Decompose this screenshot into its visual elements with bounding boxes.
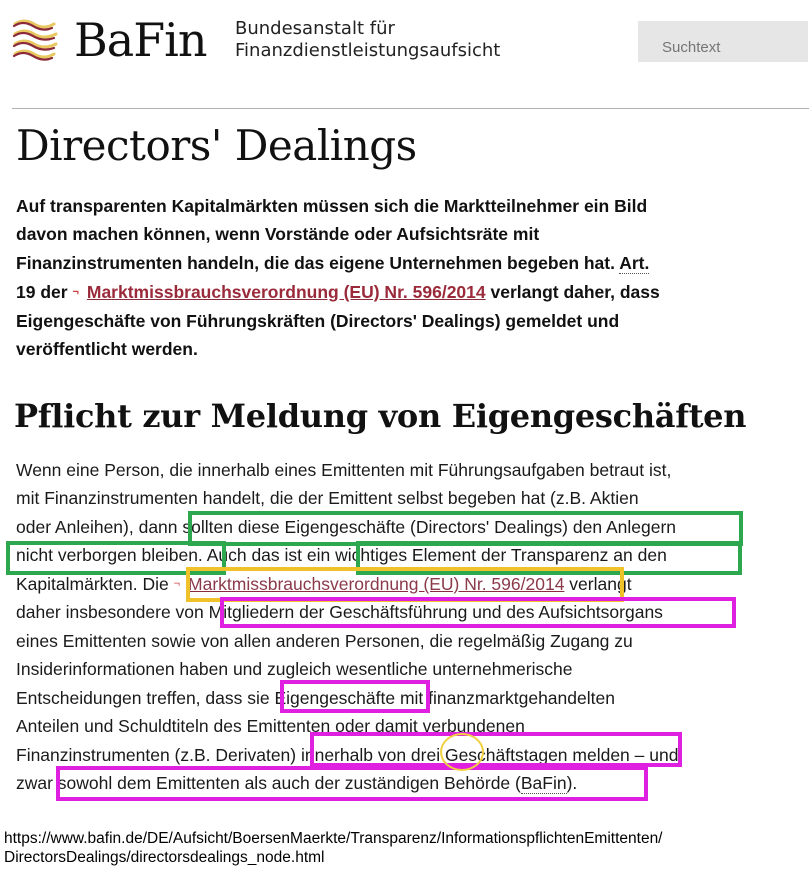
external-link-icon: ¬ bbox=[173, 578, 181, 590]
page-title: Directors' Dealings bbox=[16, 121, 417, 170]
body-line-3: oder Anleihen), dann sollten diese Eigengeschäfte (Directors' Dealings) den Anlegern bbox=[16, 517, 677, 537]
lead-line-4 bbox=[16, 278, 756, 306]
tagline-line-1: Bundesanstalt für bbox=[235, 18, 395, 39]
mar-regulation-link[interactable]: Marktmissbrauchsverordnung (EU) Nr. 596/2014 bbox=[86, 282, 486, 302]
lead-line-1: Auf transparenten Kapitalmärkten müssen sich die Marktteilnehmer ein Bild bbox=[16, 196, 648, 216]
url-line-2: DirectorsDealings/directorsdealings_node.html bbox=[4, 849, 325, 866]
body-line-8: Insiderinformationen haben und zugleich wesentliche unternehmerische bbox=[16, 659, 573, 679]
url-line-1: https://www.bafin.de/DE/Aufsicht/BoersenMaerkte/Transparenz/InformationspflichtenEmittenten/ bbox=[4, 830, 663, 847]
body-line-6: daher insbesondere von Mitgliedern der Geschäftsführung und des Aufsichtsorgans bbox=[16, 602, 663, 622]
body-text: ). bbox=[566, 773, 578, 793]
mar-regulation-link-2[interactable]: Marktmissbrauchsverordnung (EU) Nr. 596/2014 bbox=[188, 574, 565, 594]
body-line-10: Anteilen und Schuldtiteln des Emittenten oder damit verbundenen bbox=[16, 716, 525, 736]
search-input[interactable] bbox=[638, 21, 808, 62]
agency-tagline bbox=[235, 18, 500, 62]
body-line-11: Finanzinstrumenten (z.B. Derivaten) innerhalb von drei Geschäftstagen melden – und bbox=[16, 745, 679, 765]
lead-line-2: davon machen können, wenn Vorstände oder Aufsichtsräte mit bbox=[16, 224, 540, 244]
lead-text: Finanzinstrumenten handeln, die das eigene Unternehmen begeben hat. bbox=[16, 253, 620, 273]
body-text: zwar sowohl dem Emittenten als auch der zuständigen Behörde ( bbox=[16, 773, 521, 793]
lead-text: verlangt daher, dass bbox=[485, 282, 660, 302]
brand-name[interactable]: BaFin bbox=[74, 13, 207, 67]
tagline-line-2: Finanzdienstleistungsaufsicht bbox=[235, 40, 501, 61]
body-line-5 bbox=[16, 570, 632, 598]
body-line-12 bbox=[16, 769, 577, 797]
source-url[interactable] bbox=[4, 829, 663, 867]
abbr-bafin[interactable]: BaFin bbox=[520, 773, 567, 793]
lead-line-3 bbox=[16, 249, 756, 277]
external-link-icon: ¬ bbox=[72, 286, 79, 298]
body-text: Kapitalmärkten. Die bbox=[16, 574, 174, 594]
header-divider bbox=[12, 108, 809, 109]
abbr-art[interactable]: Art. bbox=[619, 253, 650, 273]
body-line-2: mit Finanzinstrumenten handelt, die der Emittent selbst begeben hat (z.B. Aktien bbox=[16, 488, 639, 508]
body-line-7: eines Emittenten sowie von allen anderen Personen, die regelmäßig Zugang zu bbox=[16, 631, 633, 651]
lead-line-6: veröffentlicht werden. bbox=[16, 339, 198, 359]
body-line-9: Entscheidungen treffen, dass sie Eigengeschäfte mit finanzmarktgehandelten bbox=[16, 688, 615, 708]
lead-line-5: Eigengeschäfte von Führungskräften (Directors' Dealings) gemeldet und bbox=[16, 311, 620, 331]
body-text: verlangt bbox=[564, 574, 632, 594]
body-line-4: nicht verborgen bleiben. Auch das ist ein wichtiges Element der Transparenz an den bbox=[16, 545, 667, 565]
lead-text: 19 der bbox=[16, 282, 73, 302]
section-heading: Pflicht zur Meldung von Eigengeschäften bbox=[14, 397, 747, 435]
body-line-1: Wenn eine Person, die innerhalb eines Emittenten mit Führungsaufgaben betraut ist, bbox=[16, 460, 672, 480]
bafin-logo-icon[interactable] bbox=[12, 16, 64, 62]
